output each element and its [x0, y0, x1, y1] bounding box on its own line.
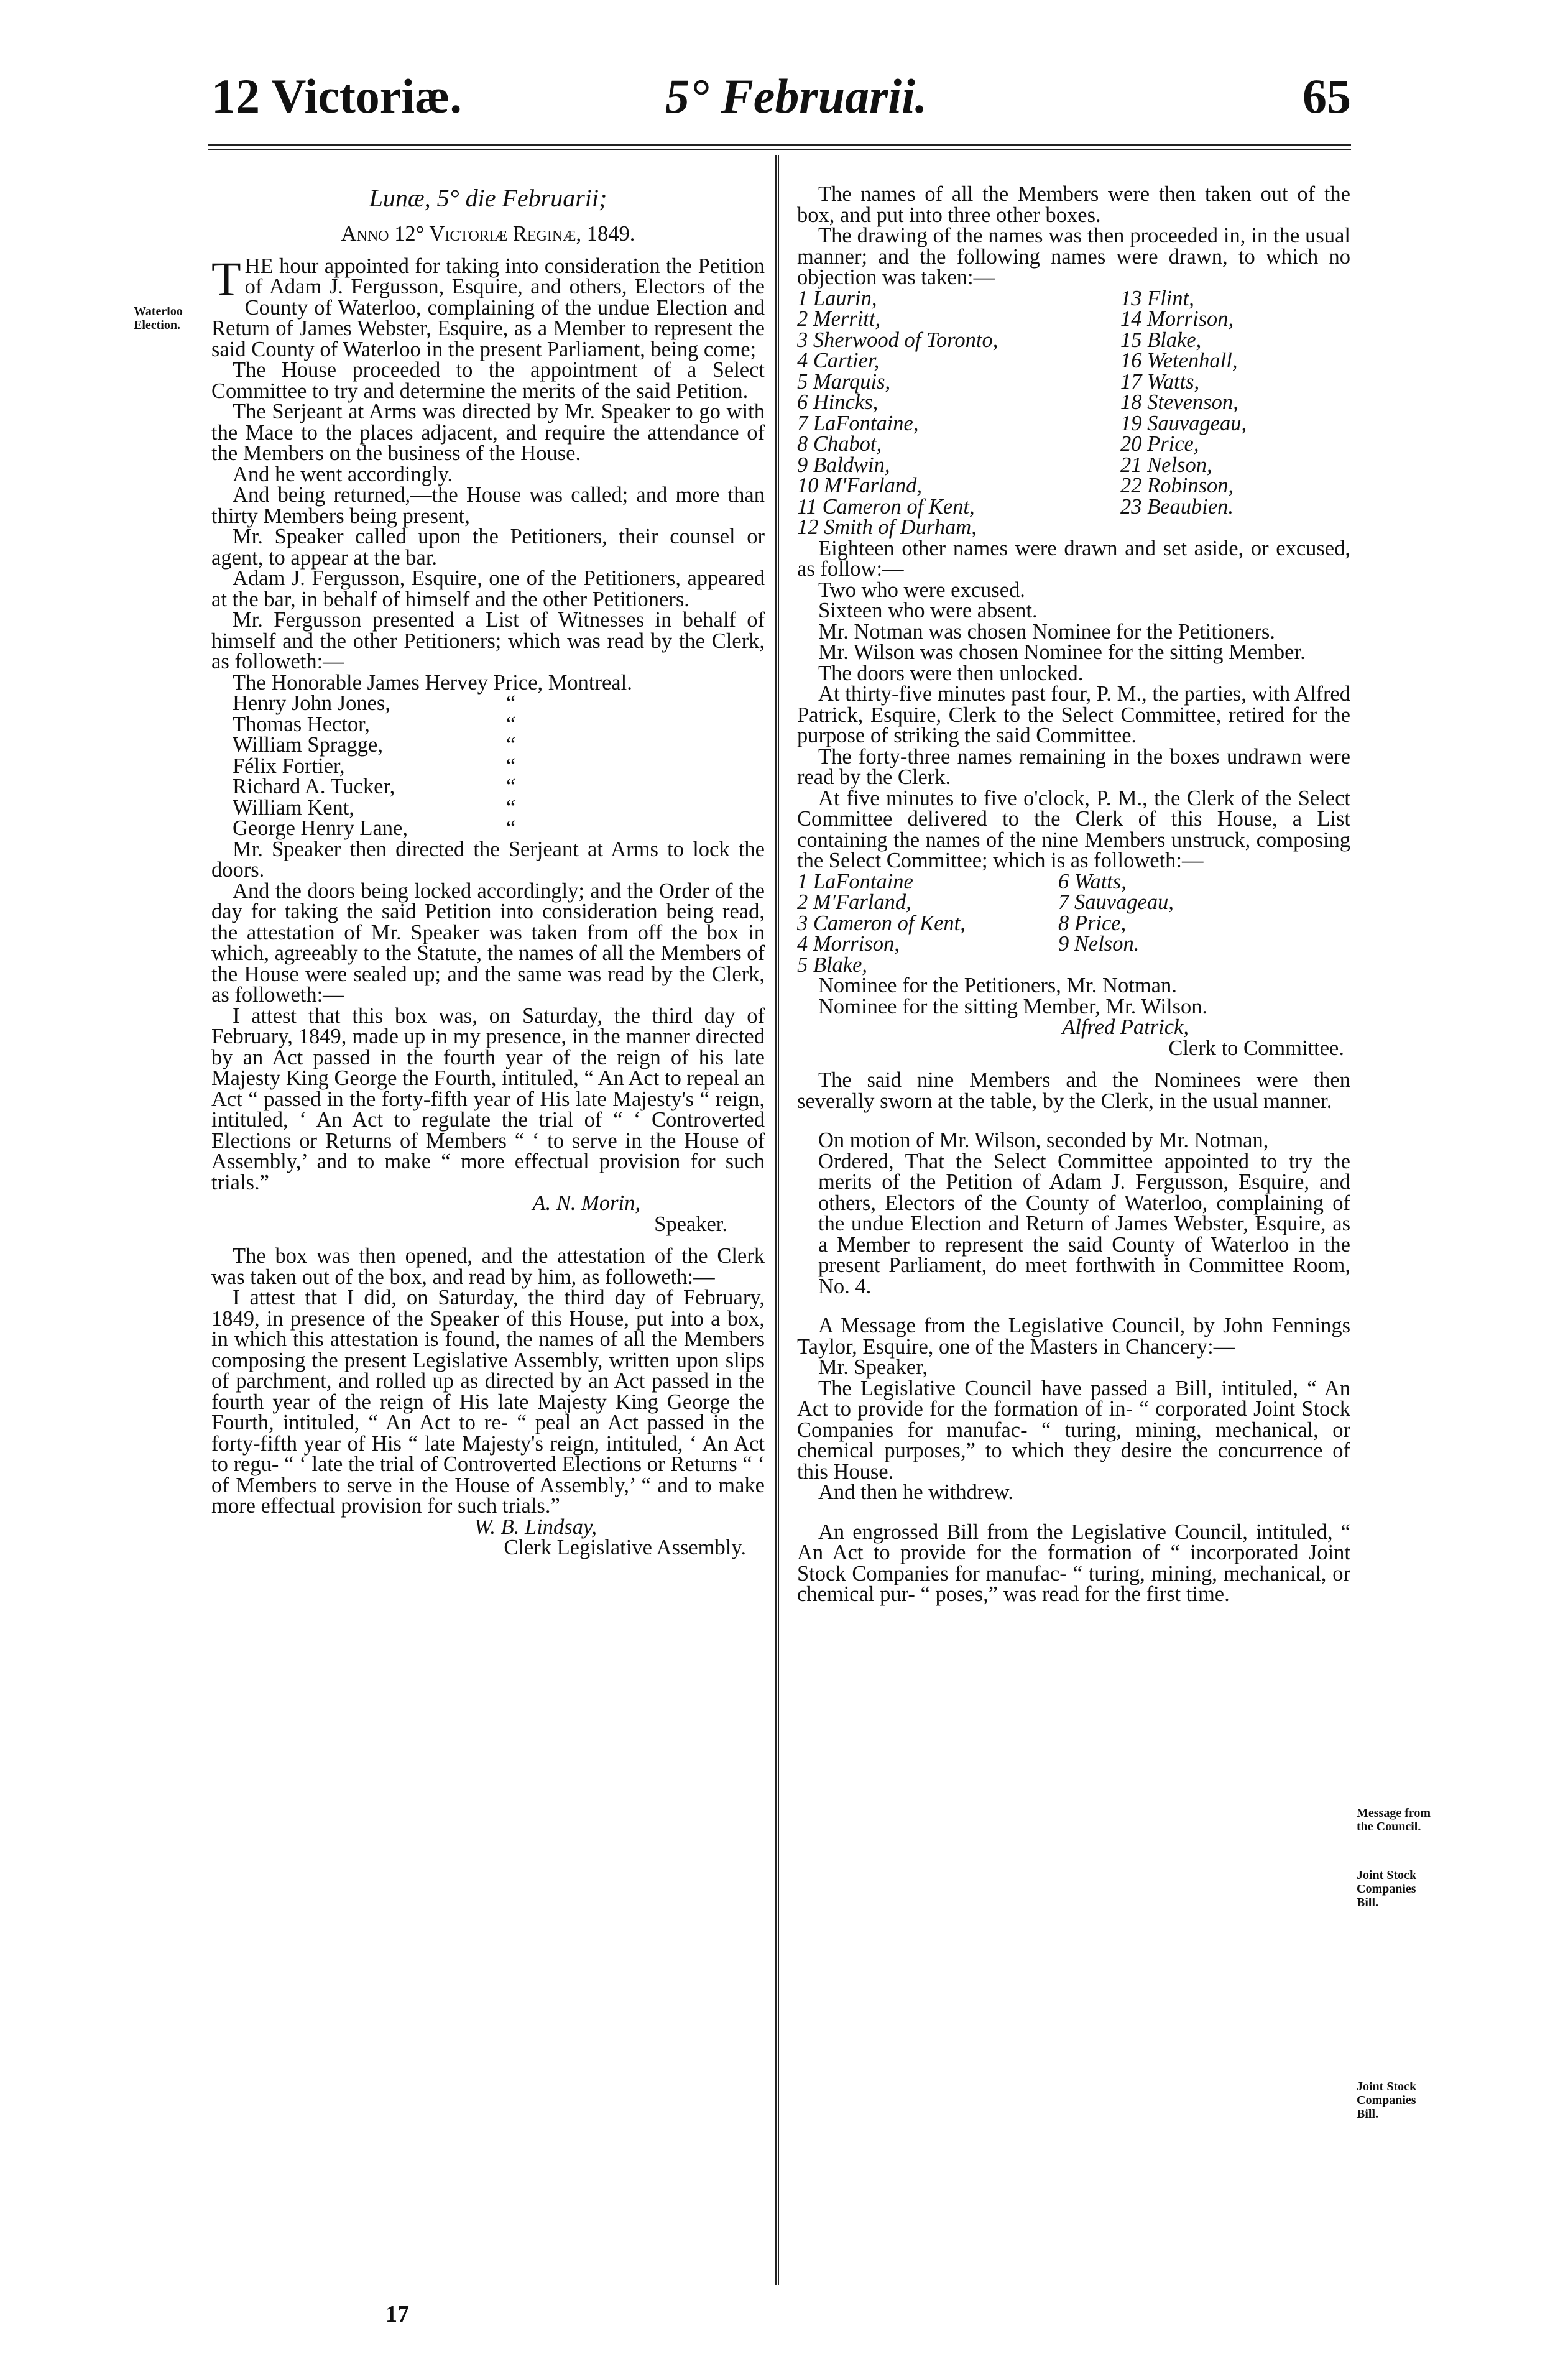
- paragraph: Nominee for the sitting Member, Mr. Wilson.: [818, 994, 1208, 1018]
- witness-row: Félix Fortier, “: [233, 754, 516, 778]
- signature-mark: 17: [385, 2301, 409, 2327]
- paragraph: The doors were then unlocked.: [818, 661, 1084, 685]
- drop-cap: T: [211, 251, 241, 306]
- speaker-attestation: I attest that this box was, on Saturday, the third day of February, 1849, made up in my presence, in the manner directed by an Act passed in the fourth year of the reign of his late Majesty King George the Fourth, intituled, “ An Act to repeal an Act “ passed in the forty-fifth year of His late Majesty's “ reign, intituled, ‘ An Act to regulate the trial of “ ‘ Controverted Elections or Returns of Members “ ‘ to serve in the House of Assembly,’ and to make “ more effectual provision for such trials.”: [211, 1004, 765, 1194]
- margin-note-joint-stock-2: Joint Stock Companies Bill.: [1357, 2080, 1417, 2121]
- header-center: 5° Februarii.: [665, 69, 928, 123]
- list-item: 3 Sherwood of Toronto, 15 Blake,: [797, 328, 1202, 352]
- list-item: 10 M'Farland, 22 Robinson,: [797, 474, 1234, 497]
- header-rule-thin: [208, 149, 1351, 150]
- signature-name: Alfred Patrick,: [1062, 1015, 1189, 1039]
- list-item: 5 Marquis, 17 Watts,: [797, 369, 1200, 394]
- signature-name: A. N. Morin,: [532, 1191, 640, 1215]
- page-number: 65: [1303, 69, 1351, 123]
- list-item: 6 Hincks, 18 Stevenson,: [797, 390, 1238, 414]
- paragraph: Mr. Fergusson presented a List of Witnesses in behalf of himself and the other Petitioners; which was read by the Clerk, as followeth:—: [211, 608, 765, 673]
- paragraph: Nominee for the Petitioners, Mr. Notman.: [818, 974, 1177, 997]
- paragraph: At thirty-five minutes past four, P. M., the parties, with Alfred Patrick, Esquire, Clerk to the Select Committee, retired for the purpose of striking the said Committee.: [797, 682, 1350, 747]
- signature-title: Speaker.: [654, 1212, 727, 1236]
- column-divider-2: [778, 155, 779, 2285]
- witness-row: The Honorable James Hervey Price, Montreal.: [233, 670, 632, 695]
- left-column: [211, 184, 765, 1559]
- paragraph: The box was then opened, and the attestation of the Clerk was taken out of the box, and read by him, as followeth:—: [211, 1244, 765, 1289]
- paragraph: Mr. Wilson was chosen Nominee for the sitting Member.: [818, 640, 1306, 664]
- regnal-year: Anno 12° Victoriæ Reginæ, 1849.: [341, 222, 635, 246]
- witness-row: George Henry Lane, “: [233, 816, 516, 840]
- list-item: 12 Smith of Durham,: [797, 515, 977, 539]
- paragraph: Mr. Speaker called upon the Petitioners, their counsel or agent, to appear at the bar.: [211, 525, 765, 570]
- paragraph: Sixteen who were absent.: [818, 599, 1038, 622]
- margin-note-message: Message from the Council.: [1357, 1806, 1431, 1834]
- list-item: 7 LaFontaine, 19 Sauvageau,: [797, 411, 1247, 435]
- list-item: 4 Cartier, 16 Wetenhall,: [797, 349, 1238, 372]
- margin-note-waterloo: Waterloo Election.: [134, 305, 183, 332]
- paragraph: And the doors being locked accordingly; and the Order of the day for taking the said Petition into consideration being read, the attestation of Mr. Speaker was taken from off the box in which, agreeably to the Statute, the names of all the Members of the House were sealed up; and the same was read by the Clerk, as followeth:—: [211, 879, 765, 1007]
- signature-title: Clerk to Committee.: [1168, 1036, 1344, 1060]
- signature-title: Clerk Legislative Assembly.: [504, 1536, 746, 1559]
- paragraph: And he went accordingly.: [233, 462, 453, 486]
- paragraph: The said nine Members and the Nominees were then severally sworn at the table, by the Clerk, in the usual manner.: [797, 1068, 1350, 1113]
- right-column: [797, 184, 1350, 1605]
- paragraph: Eighteen other names were drawn and set aside, or excused, as follow:—: [797, 536, 1350, 581]
- list-item: 9 Baldwin, 21 Nelson,: [797, 453, 1212, 477]
- paragraph: The House proceeded to the appointment of a Select Committee to try and determine the merits of the said Petition.: [211, 358, 765, 403]
- list-item: 11 Cameron of Kent, 23 Beaubien.: [797, 494, 1234, 519]
- witness-row: Henry John Jones, “: [233, 691, 516, 715]
- list-item: 4 Morrison, 9 Nelson.: [797, 932, 1140, 956]
- paragraph: The drawing of the names was then proceeded in, in the usual manner; and the following names were drawn, to which no objection was taken:—: [797, 224, 1350, 289]
- paragraph: And being returned,—the House was called; and more than thirty Members being present,: [211, 483, 765, 528]
- paragraph: And then he withdrew.: [818, 1480, 1013, 1504]
- paragraph: Two who were excused.: [818, 578, 1025, 602]
- committee-list: [797, 869, 1350, 977]
- list-item: 1 Laurin, 13 Flint,: [797, 286, 1194, 310]
- order-paragraph: Ordered, That the Select Committee appointed to try the merits of the Petition of Adam J. Fergusson, Esquire, and others, Electors of the County of Waterloo, complaining of the undue Election and Return of James Webster, Esquire, as a Member to represent the said County of Waterloo in the present Parliament, do meet forthwith in Committee Room, No. 4.: [818, 1149, 1350, 1298]
- witness-list: [211, 670, 765, 840]
- list-item: 1 LaFontaine 6 Watts,: [797, 869, 1127, 893]
- witness-row: Richard A. Tucker, “: [233, 775, 516, 798]
- margin-note-joint-stock-1: Joint Stock Companies Bill.: [1357, 1868, 1417, 1909]
- witness-row: William Kent, “: [233, 795, 516, 819]
- paragraph: The forty-three names remaining in the boxes undrawn were read by the Clerk.: [797, 744, 1350, 789]
- header-rule: [208, 144, 1351, 146]
- paragraph: On motion of Mr. Wilson, seconded by Mr. Notman,: [818, 1128, 1269, 1152]
- list-item: 2 Merritt, 14 Morrison,: [797, 307, 1234, 331]
- paragraph: Mr. Speaker then directed the Serjeant at Arms to lock the doors.: [211, 837, 765, 882]
- paragraph: The names of all the Members were then taken out of the box, and put into three other boxes.: [797, 182, 1350, 227]
- paragraph: At five minutes to five o'clock, P. M., the Clerk of the Select Committee delivered to the Clerk of this House, a List containing the names of the nine Members unstruck, composing the Select Committee; which is as followeth:—: [797, 786, 1350, 872]
- witness-row: William Spragge, “: [233, 733, 516, 757]
- paragraph: Mr. Speaker,: [818, 1355, 928, 1379]
- paragraph: Adam J. Fergusson, Esquire, one of the Petitioners, appeared at the bar, in behalf of himself and the other Petitioners.: [211, 566, 765, 611]
- list-item: 3 Cameron of Kent, 8 Price,: [797, 911, 1127, 935]
- paragraph: A Message from the Legislative Council, by John Fennings Taylor, Esquire, one of the Masters in Chancery:—: [797, 1314, 1350, 1359]
- opening-paragraph: THE hour appointed for taking into consideration the Petition of Adam J. Fergusson, Esquire, and others, Electors of the County of Waterloo, complaining of the undue Election and Return of James Webster, Esquire, as a Member to represent the said County of Waterloo in the present Parliament, being come;: [211, 251, 765, 361]
- column-divider: [775, 155, 777, 2285]
- list-item: 5 Blake,: [797, 953, 868, 977]
- paragraph: Mr. Notman was chosen Nominee for the Petitioners.: [818, 619, 1275, 644]
- list-item: 8 Chabot, 20 Price,: [797, 432, 1199, 456]
- clerk-attestation: I attest that I did, on Saturday, the third day of February, 1849, in presence of the Speaker of this House, put into a box, in which this attestation is found, the names of all the Members composing the present Legislative Assembly, written upon slips of parchment, and rolled up as directed by an Act passed in the fourth year of the reign of His late Majesty King George the Fourth, intituled, “ An Act to re- “ peal an Act passed in the forty-fifth year of His “ late Majesty's reign, intituled, ‘ An Act to regu- “ ‘ late the trial of Controverted Elections or Returns “ ‘ of Members to serve in the House of Assembly,’ “ and to make more effectual provision for such trials.”: [211, 1286, 765, 1518]
- drawn-names-list: [797, 288, 1350, 538]
- paragraph: The Serjeant at Arms was directed by Mr. Speaker to go with the Mace to the places adjacent, and require the attendance of the Members on the business of the House.: [211, 400, 765, 465]
- paragraph: An engrossed Bill from the Legislative Council, intituled, “ An Act to provide for the formation of “ incorporated Joint Stock Companies for manufac- “ turing, mining, mechanical, or chemical pur- “ poses,” was read for the first time.: [797, 1520, 1350, 1606]
- signature-name: W. B. Lindsay,: [474, 1515, 597, 1539]
- witness-row: Thomas Hector, “: [233, 712, 516, 736]
- header-left: 12 Victoriæ.: [211, 69, 462, 123]
- sitting-date: Lunæ, 5° die Februarii;: [369, 184, 607, 212]
- list-item: 2 M'Farland, 7 Sauvageau,: [797, 890, 1174, 914]
- paragraph: The Legislative Council have passed a Bill, intituled, “ An Act to provide for the formation of in- “ corporated Joint Stock Companies for manufac- “ turing, mining, mechanical, or chemical purposes,” to which they desire the concurrence of this House.: [797, 1376, 1350, 1484]
